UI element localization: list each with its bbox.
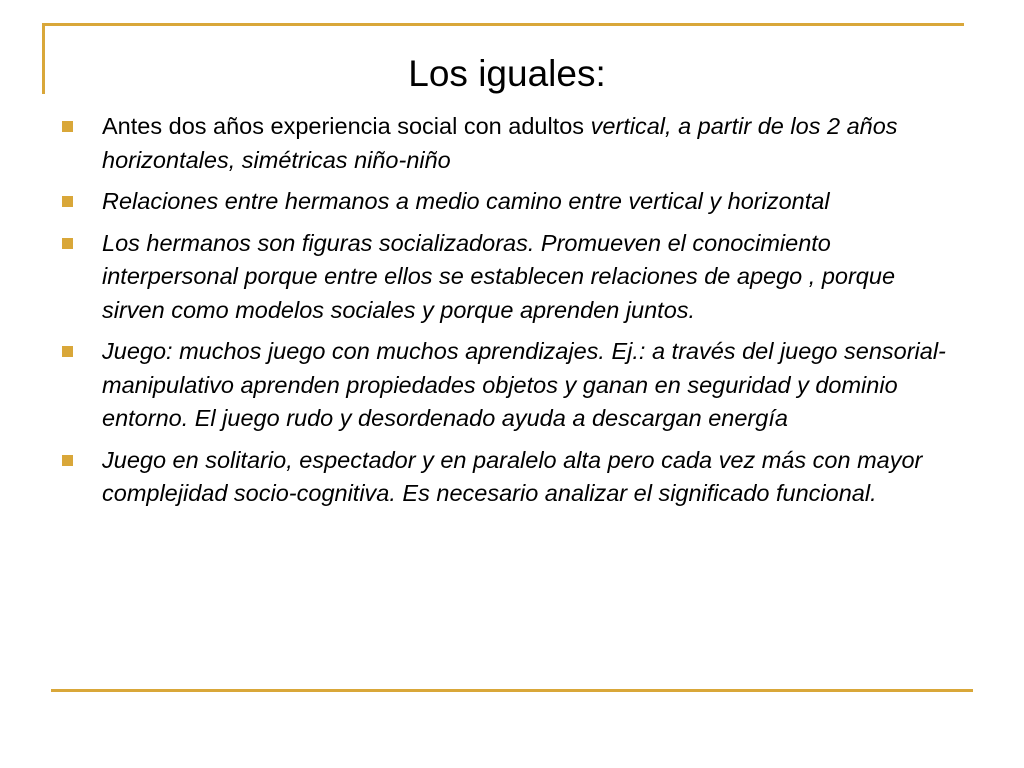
square-bullet-icon — [62, 121, 73, 132]
square-bullet-icon — [62, 238, 73, 249]
bullet-text-italic: Los hermanos son figuras socializadoras. Promueven el conocimiento interpersonal porque entre ellos se establecen relaciones de apego , porque sirven como modelos sociales y porque aprenden juntos. — [102, 229, 896, 323]
bullet-text-italic: Juego en solitario, espectador y en paralelo alta pero cada vez más con mayor complejidad socio-cognitiva. Es necesario analizar el significado funcional. — [102, 446, 923, 506]
frame-top-line — [42, 23, 964, 26]
frame-bottom-line — [51, 689, 973, 692]
square-bullet-icon — [62, 455, 73, 466]
bullet-text-italic: Relaciones entre hermanos a medio camino entre vertical y horizontal — [102, 188, 830, 214]
bullet-item — [62, 185, 952, 219]
bullet-text-normal: Antes dos años experiencia social con adultos — [102, 113, 591, 139]
bullet-list — [62, 110, 952, 519]
slide-title: Los iguales: — [408, 53, 606, 94]
bullet-item — [62, 227, 952, 328]
bullet-item — [62, 335, 952, 436]
square-bullet-icon — [62, 346, 73, 357]
square-bullet-icon — [62, 196, 73, 207]
bullet-item — [62, 444, 952, 511]
bullet-text-italic: Juego: muchos juego con muchos aprendizajes. Ej.: a través del juego sensorial-manipulativo aprenden propiedades objetos y ganan en seguridad y dominio entorno. El juego rudo y desordenado ayuda a descargan energía — [102, 338, 946, 431]
bullet-item — [62, 110, 952, 177]
bullet-text-italic: vertical, a partir de los 2 años horizontales, simétricas niño-niño — [102, 113, 898, 173]
